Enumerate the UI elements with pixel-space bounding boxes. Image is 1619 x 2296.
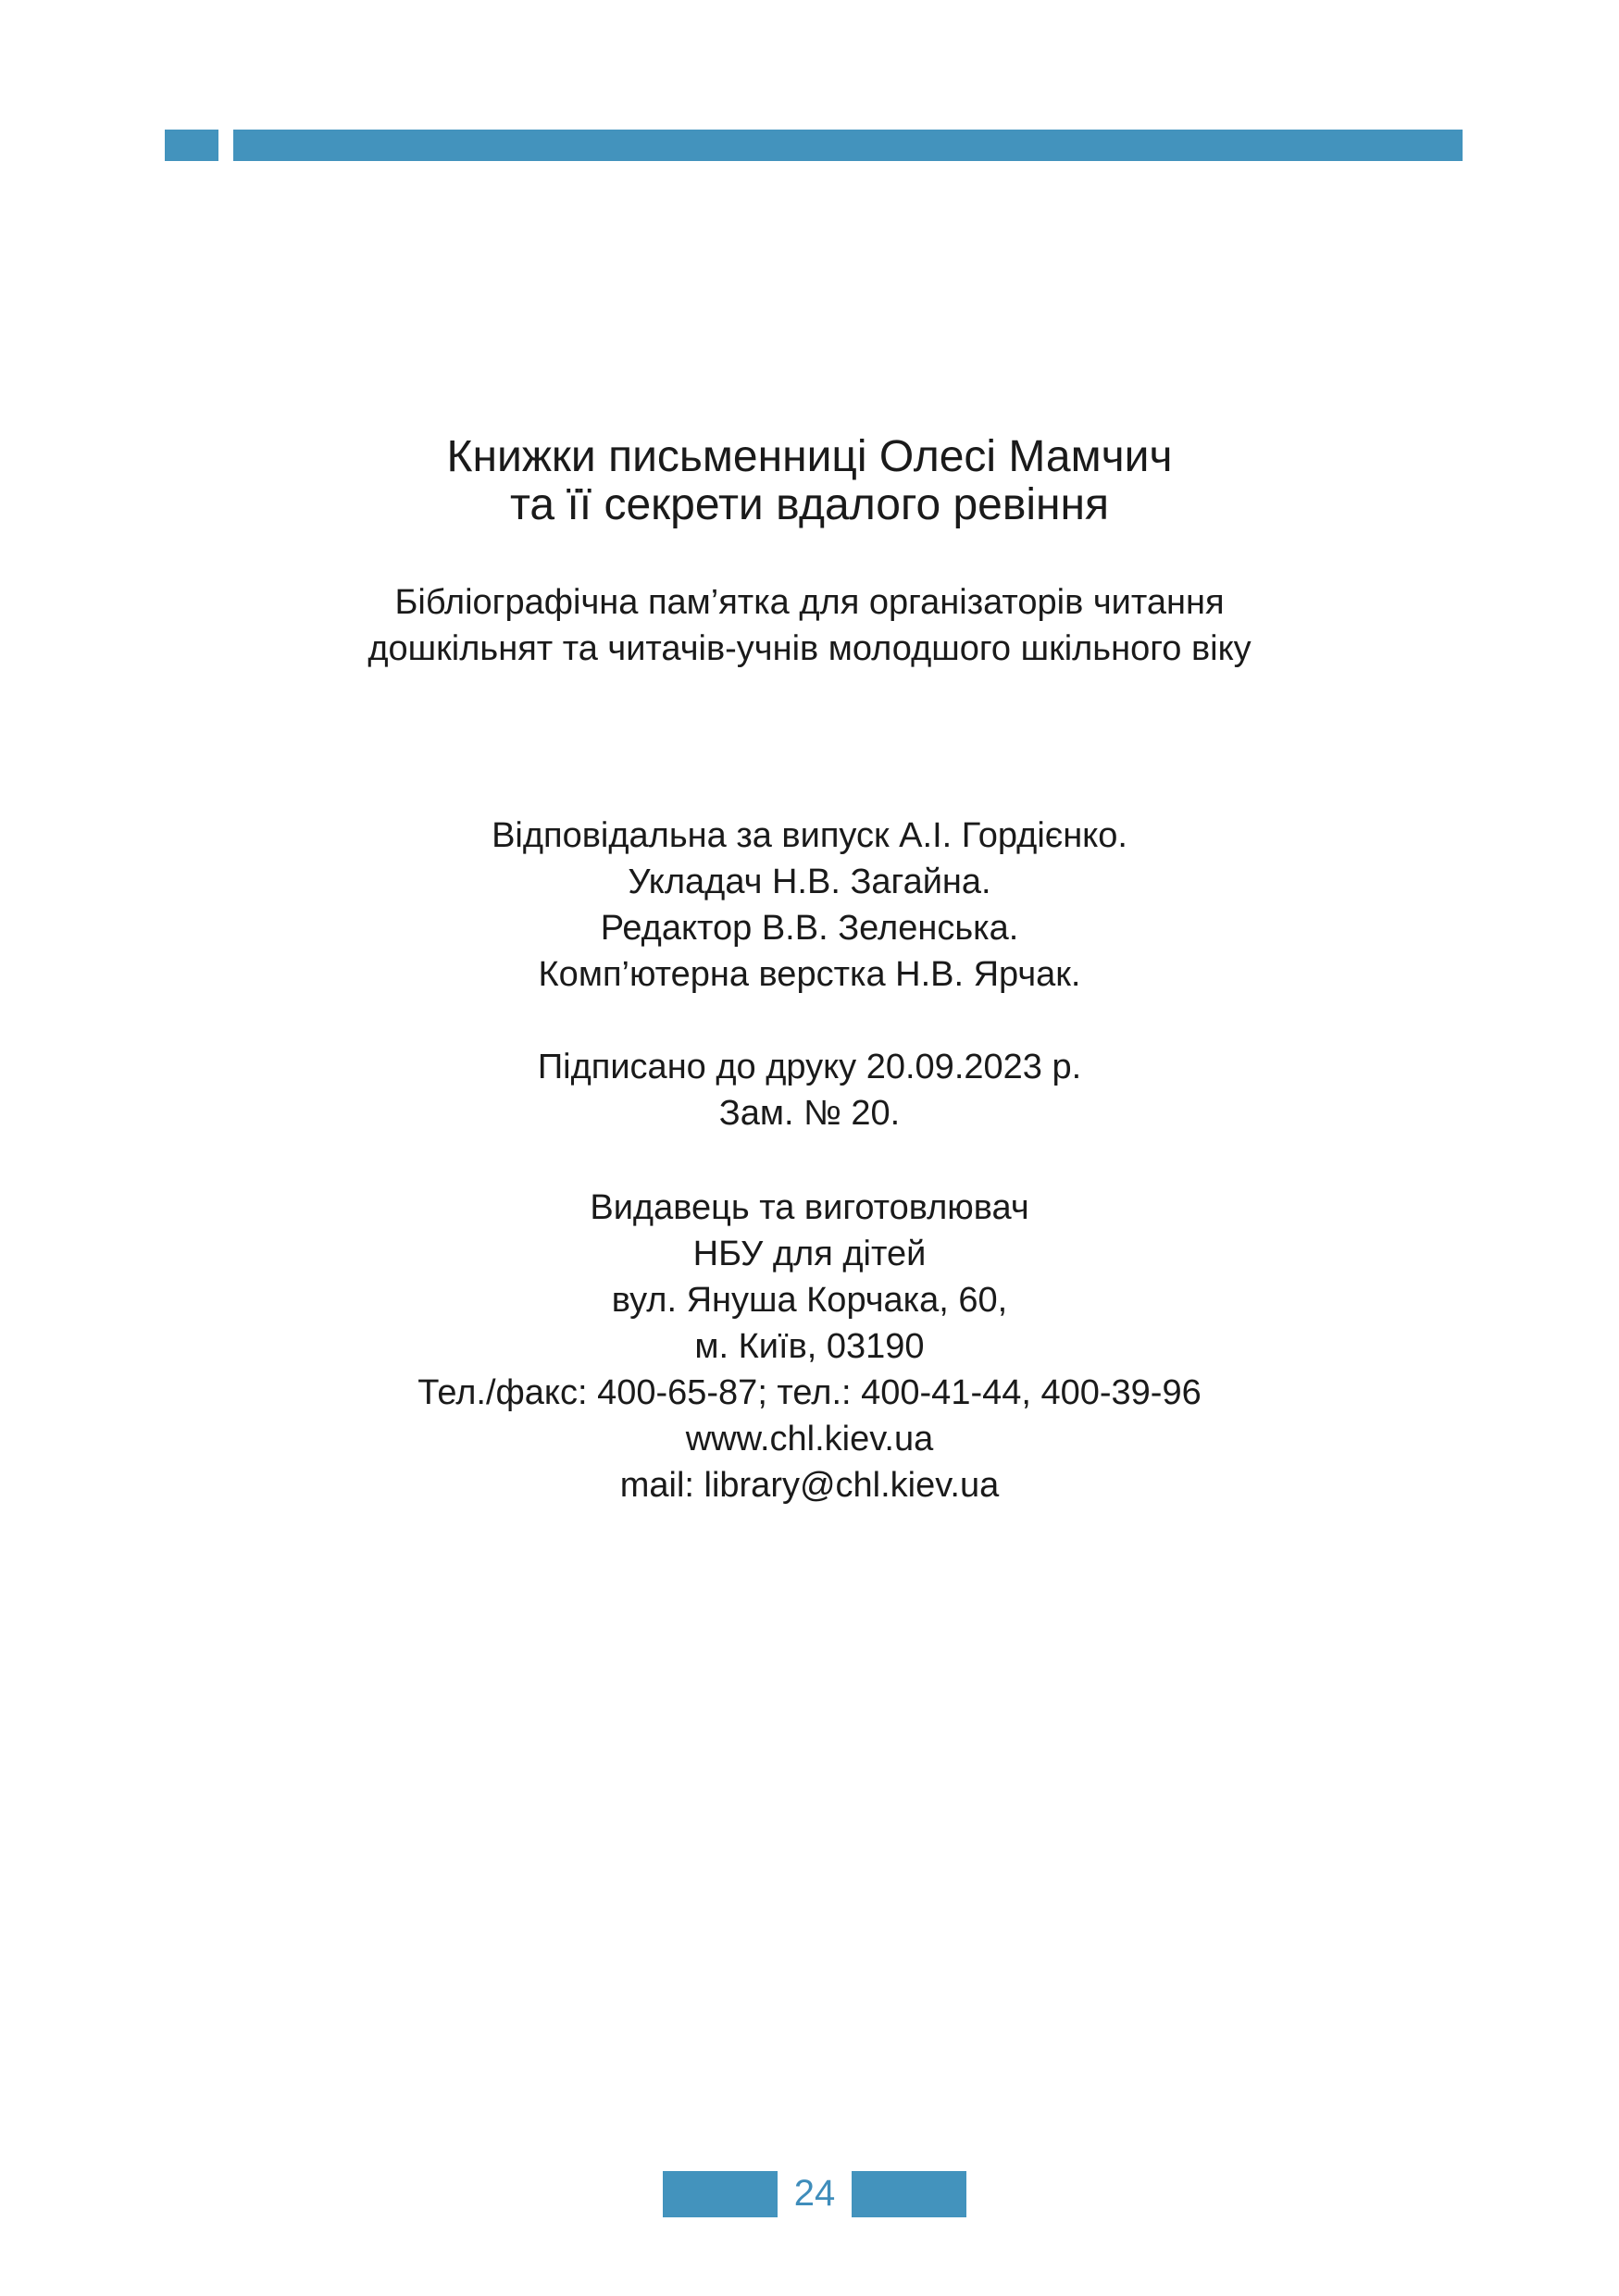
print-order-number: Зам. № 20. bbox=[718, 1094, 901, 1133]
document-title bbox=[0, 433, 1619, 529]
publisher-email: mail: library@chl.kiev.ua bbox=[619, 1466, 1000, 1505]
publisher-block bbox=[0, 1185, 1619, 1508]
publisher-street: вул. Януша Корчака, 60, bbox=[611, 1281, 1008, 1320]
publisher-city: м. Київ, 03190 bbox=[694, 1327, 925, 1366]
publisher-phones: Тел./факс: 400-65-87; тел.: 400-41-44, 400-39-96 bbox=[417, 1373, 1202, 1412]
credit-compiler: Укладач Н.В. Загайна. bbox=[628, 863, 991, 901]
subtitle-line-1: Бібліографічна пам’ятка для організаторів читання bbox=[394, 583, 1225, 622]
page-number: 24 bbox=[793, 2173, 836, 2214]
credit-editor: Редактор В.В. Зеленська. bbox=[600, 909, 1019, 948]
credit-responsible: Відповідальна за випуск А.І. Гордієнко. bbox=[492, 816, 1127, 855]
document-subtitle bbox=[0, 579, 1619, 672]
publisher-heading: Видавець та виготовлювач bbox=[590, 1188, 1029, 1227]
publisher-website: www.chl.kiev.ua bbox=[685, 1420, 934, 1458]
title-line-2: та її секрети вдалого ревіння bbox=[509, 480, 1110, 529]
header-accent-bar-long bbox=[233, 130, 1463, 161]
header-accent-bar-small bbox=[165, 130, 218, 161]
footer-accent-bar-right bbox=[852, 2171, 966, 2217]
subtitle-line-2: дошкільнят та читачів-учнів молодшого шкільного віку bbox=[367, 629, 1252, 668]
title-line-1: Книжки письменниці Олесі Мамчич bbox=[446, 432, 1173, 481]
publisher-name: НБУ для дітей bbox=[692, 1235, 927, 1273]
print-signed-date: Підписано до друку 20.09.2023 р. bbox=[537, 1048, 1082, 1086]
footer-accent-bar-left bbox=[663, 2171, 778, 2217]
print-info-block bbox=[0, 1044, 1619, 1136]
credit-layout: Комп’ютерна верстка Н.В. Ярчак. bbox=[538, 955, 1081, 994]
credits-block bbox=[0, 813, 1619, 998]
